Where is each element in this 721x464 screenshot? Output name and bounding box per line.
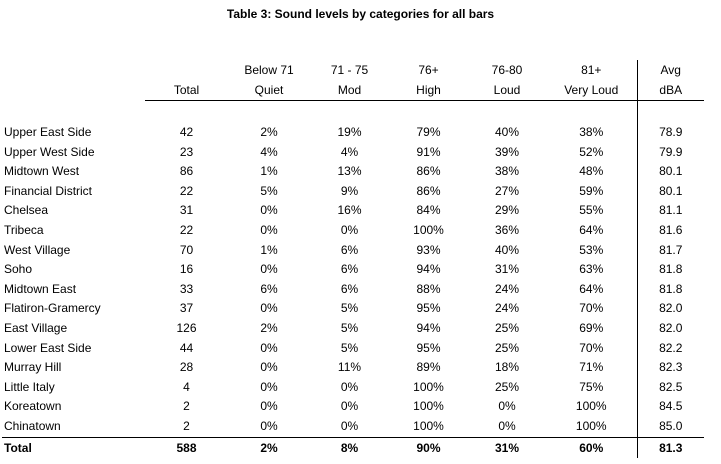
cell-name: Upper East Side bbox=[4, 125, 92, 139]
cell-quiet: 0% bbox=[260, 262, 278, 277]
cell-name: Flatiron-Gramercy bbox=[4, 301, 101, 316]
cell-avg: 84.5 bbox=[637, 397, 704, 417]
header-bottom-cell: Loud bbox=[468, 80, 546, 101]
header-top-cell bbox=[2, 60, 145, 80]
cell-high: 95% bbox=[416, 301, 441, 316]
cell-high: 95% bbox=[416, 340, 441, 355]
cell-loud: 31% bbox=[494, 262, 520, 277]
cell-very-loud: 60% bbox=[546, 437, 637, 458]
cell-total: 44 bbox=[179, 340, 194, 355]
cell-very-loud: 63% bbox=[579, 262, 604, 277]
table-row bbox=[2, 417, 704, 437]
header-top-cell: Below 71 bbox=[244, 63, 294, 77]
cell-quiet: 1% bbox=[260, 242, 278, 257]
cell-name: Midtown East bbox=[4, 281, 77, 296]
cell-total: 2 bbox=[183, 418, 190, 433]
cell-mod: 5% bbox=[340, 320, 359, 335]
cell-high: 100% bbox=[413, 399, 444, 414]
cell-mod: 6% bbox=[340, 262, 359, 277]
header-top-cell: 81+ bbox=[581, 63, 602, 77]
table-row bbox=[2, 162, 704, 182]
cell-name: West Village bbox=[4, 242, 71, 257]
header-bottom-cell: High bbox=[389, 80, 468, 101]
cell-quiet: 2% bbox=[260, 320, 278, 335]
table-row bbox=[2, 397, 704, 417]
cell-quiet: 0% bbox=[260, 379, 278, 394]
cell-total: 22 bbox=[179, 222, 194, 237]
cell-total: 37 bbox=[179, 301, 194, 316]
total-row bbox=[2, 437, 704, 458]
cell-avg: 82.0 bbox=[637, 319, 704, 339]
cell-mod: 6% bbox=[340, 242, 359, 257]
table-row bbox=[2, 260, 704, 280]
cell-loud: 24% bbox=[494, 281, 520, 296]
cell-avg: 81.8 bbox=[637, 260, 704, 280]
cell-avg: 80.1 bbox=[637, 162, 704, 182]
cell-quiet: 0% bbox=[260, 222, 278, 237]
cell-quiet: 0% bbox=[260, 340, 278, 355]
cell-avg: 81.3 bbox=[637, 437, 704, 458]
cell-quiet: 0% bbox=[260, 418, 278, 433]
cell-very-loud: 69% bbox=[579, 320, 604, 335]
header-row-bottom bbox=[2, 80, 704, 101]
table-row bbox=[2, 123, 704, 143]
cell-mod: 4% bbox=[340, 144, 359, 159]
cell-quiet: 0% bbox=[260, 360, 278, 375]
cell-very-loud: 100% bbox=[575, 399, 607, 414]
cell-name: Financial District bbox=[4, 183, 93, 198]
cell-very-loud: 48% bbox=[579, 164, 604, 179]
cell-very-loud: 70% bbox=[579, 340, 604, 355]
table-row bbox=[2, 339, 704, 359]
cell-avg: 81.8 bbox=[637, 280, 704, 300]
cell-avg: 82.3 bbox=[637, 358, 704, 378]
header-bottom-cell: Very Loud bbox=[546, 80, 637, 101]
cell-quiet: 0% bbox=[260, 203, 278, 218]
cell-mod: 0% bbox=[340, 222, 359, 237]
cell-name: Upper West Side bbox=[4, 144, 95, 159]
cell-mod: 8% bbox=[310, 437, 389, 458]
cell-high: 86% bbox=[416, 164, 441, 179]
cell-quiet: 5% bbox=[260, 183, 278, 198]
cell-avg: 80.1 bbox=[637, 182, 704, 202]
header-top-cell: 71 - 75 bbox=[330, 63, 369, 77]
cell-high: 86% bbox=[416, 183, 441, 198]
cell-mod: 13% bbox=[337, 164, 362, 179]
cell-avg: 81.6 bbox=[637, 221, 704, 241]
cell-loud: 25% bbox=[494, 320, 520, 335]
cell-high: 94% bbox=[416, 262, 441, 277]
cell-high: 91% bbox=[416, 144, 441, 159]
cell-mod: 0% bbox=[340, 399, 359, 414]
cell-mod: 16% bbox=[337, 203, 362, 218]
cell-mod: 5% bbox=[340, 301, 359, 316]
cell-loud: 25% bbox=[494, 379, 520, 394]
cell-loud: 39% bbox=[494, 144, 520, 159]
header-top-cell: 76-80 bbox=[491, 63, 523, 77]
header-bottom-cell: Total bbox=[145, 80, 228, 101]
cell-quiet: 6% bbox=[260, 281, 278, 296]
cell-very-loud: 71% bbox=[579, 360, 604, 375]
header-bottom-cell bbox=[2, 80, 145, 101]
cell-high: 100% bbox=[413, 222, 444, 237]
cell-mod: 5% bbox=[340, 340, 359, 355]
table-row bbox=[2, 182, 704, 202]
cell-very-loud: 52% bbox=[579, 144, 604, 159]
cell-loud: 31% bbox=[468, 437, 546, 458]
header-bottom-cell: Mod bbox=[310, 80, 389, 101]
cell-high: 89% bbox=[416, 360, 441, 375]
cell-avg: 81.7 bbox=[637, 241, 704, 261]
cell-total: 70 bbox=[179, 242, 194, 257]
cell-total: 588 bbox=[145, 437, 228, 458]
cell-name: Tribeca bbox=[4, 222, 44, 237]
cell-name: Little Italy bbox=[4, 379, 55, 394]
table-row bbox=[2, 221, 704, 241]
header-top-cell: 76+ bbox=[418, 63, 439, 77]
cell-name: Murray Hill bbox=[4, 360, 62, 375]
cell-very-loud: 75% bbox=[579, 379, 604, 394]
table-row bbox=[2, 201, 704, 221]
cell-avg: 82.5 bbox=[637, 378, 704, 398]
sound-levels-table bbox=[2, 60, 704, 458]
cell-high: 88% bbox=[416, 281, 441, 296]
header-row-top bbox=[2, 60, 704, 80]
cell-quiet: 4% bbox=[260, 144, 278, 159]
cell-name: Chinatown bbox=[4, 418, 61, 433]
cell-loud: 36% bbox=[494, 222, 520, 237]
cell-total: 4 bbox=[183, 379, 190, 394]
cell-avg: 81.1 bbox=[637, 201, 704, 221]
cell-total: 42 bbox=[179, 125, 194, 139]
cell-loud: 40% bbox=[494, 125, 520, 139]
cell-name: Koreatown bbox=[4, 399, 62, 414]
cell-name: Chelsea bbox=[4, 203, 49, 218]
cell-avg: 82.0 bbox=[637, 299, 704, 319]
cell-very-loud: 55% bbox=[579, 203, 604, 218]
cell-loud: 27% bbox=[494, 183, 520, 198]
cell-quiet: 2% bbox=[228, 437, 310, 458]
header-bottom-cell: dBA bbox=[637, 80, 704, 101]
table-row bbox=[2, 358, 704, 378]
cell-high: 93% bbox=[416, 242, 441, 257]
cell-total: 33 bbox=[179, 281, 194, 296]
cell-quiet: 0% bbox=[260, 399, 278, 414]
table-row bbox=[2, 143, 704, 163]
cell-total: 86 bbox=[179, 164, 194, 179]
cell-loud: 24% bbox=[494, 301, 520, 316]
header-top-cell: Avg bbox=[637, 60, 704, 80]
cell-high: 79% bbox=[416, 125, 441, 139]
cell-name: Midtown West bbox=[4, 164, 80, 179]
spacer-row bbox=[2, 101, 704, 124]
cell-loud: 18% bbox=[494, 360, 520, 375]
cell-avg: 85.0 bbox=[637, 417, 704, 437]
cell-very-loud: 64% bbox=[579, 222, 604, 237]
cell-very-loud: 59% bbox=[579, 183, 604, 198]
cell-high: 90% bbox=[389, 437, 468, 458]
cell-total: 126 bbox=[176, 320, 197, 335]
cell-mod: 0% bbox=[340, 379, 359, 394]
cell-quiet: 1% bbox=[260, 164, 278, 179]
cell-avg: 78.9 bbox=[637, 123, 704, 143]
cell-very-loud: 100% bbox=[575, 418, 607, 433]
cell-name: Lower East Side bbox=[4, 340, 92, 355]
cell-loud: 38% bbox=[494, 164, 520, 179]
cell-very-loud: 64% bbox=[579, 281, 604, 296]
cell-loud: 40% bbox=[494, 242, 520, 257]
cell-quiet: 2% bbox=[260, 125, 278, 139]
cell-high: 100% bbox=[413, 379, 444, 394]
cell-loud: 25% bbox=[494, 340, 520, 355]
table-row bbox=[2, 299, 704, 319]
cell-loud: 0% bbox=[498, 399, 516, 414]
cell-name: East Village bbox=[4, 320, 68, 335]
cell-avg: 79.9 bbox=[637, 143, 704, 163]
cell-loud: 0% bbox=[498, 418, 516, 433]
cell-mod: 9% bbox=[340, 183, 359, 198]
cell-mod: 0% bbox=[340, 418, 359, 433]
header-bottom-cell: Quiet bbox=[228, 80, 310, 101]
cell-high: 84% bbox=[416, 203, 441, 218]
page-title: Table 3: Sound levels by categories for all bars bbox=[226, 7, 495, 21]
cell-high: 94% bbox=[416, 320, 441, 335]
table-row bbox=[2, 319, 704, 339]
cell-high: 100% bbox=[413, 418, 444, 433]
cell-mod: 19% bbox=[337, 125, 362, 139]
cell-total: 23 bbox=[179, 144, 194, 159]
cell-total: 2 bbox=[183, 399, 190, 414]
cell-total: 22 bbox=[179, 183, 194, 198]
table-row bbox=[2, 280, 704, 300]
cell-very-loud: 53% bbox=[579, 242, 604, 257]
cell-very-loud: 38% bbox=[579, 125, 604, 139]
cell-very-loud: 70% bbox=[579, 301, 604, 316]
cell-avg: 82.2 bbox=[637, 339, 704, 359]
cell-name: Soho bbox=[4, 262, 33, 277]
cell-total: 16 bbox=[179, 262, 194, 277]
cell-total: 28 bbox=[179, 360, 194, 375]
table-row bbox=[2, 241, 704, 261]
header-top-cell bbox=[145, 60, 228, 80]
cell-loud: 29% bbox=[494, 203, 520, 218]
cell-total: 31 bbox=[179, 203, 194, 218]
cell-name: Total bbox=[2, 437, 145, 458]
cell-quiet: 0% bbox=[260, 301, 278, 316]
cell-mod: 6% bbox=[340, 281, 359, 296]
cell-mod: 11% bbox=[337, 360, 362, 375]
table-row bbox=[2, 378, 704, 398]
